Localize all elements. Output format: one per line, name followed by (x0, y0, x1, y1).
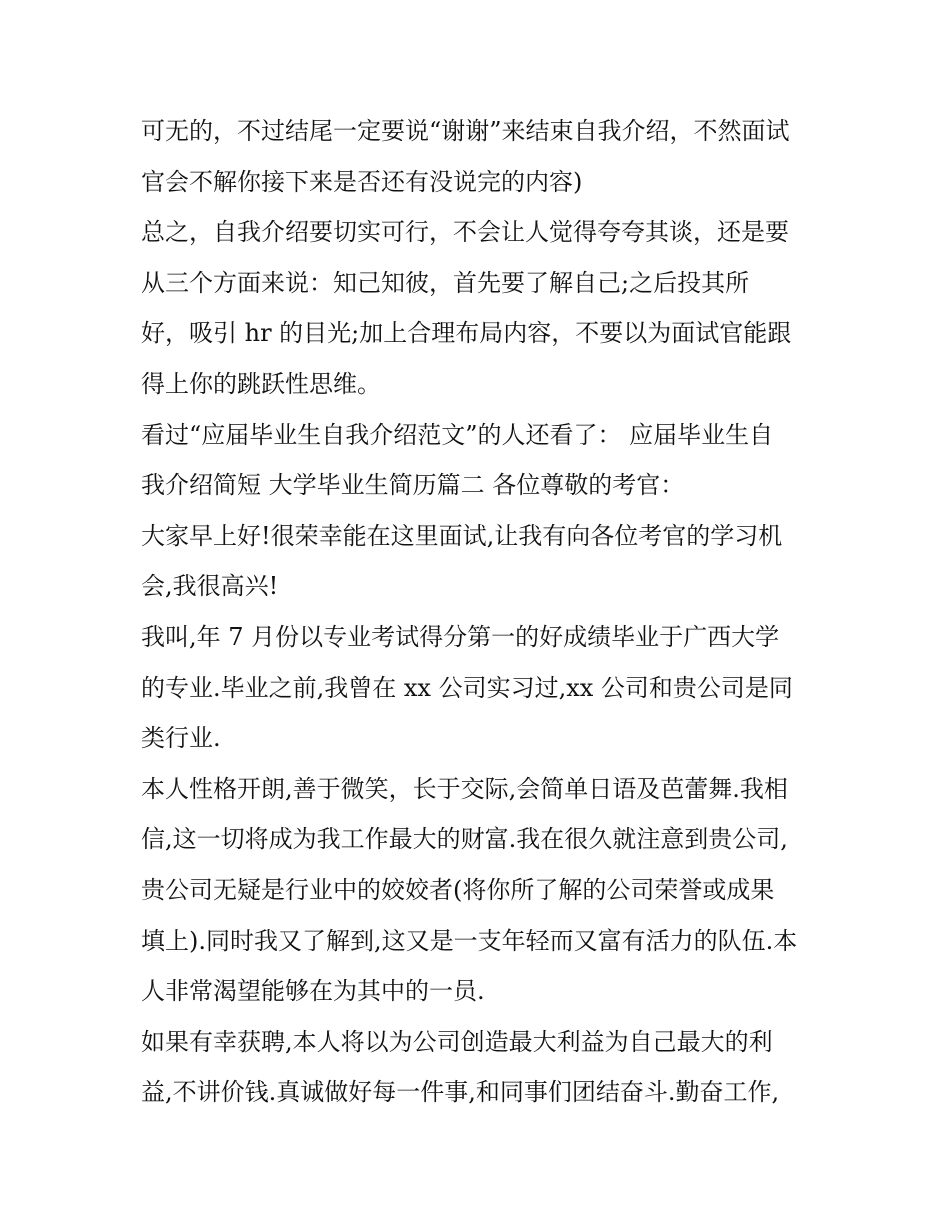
text-line: 可无的，不过结尾一定要说“谢谢”来结束自我介绍，不然面试 (141, 117, 790, 145)
text-line: 我介绍简短 大学毕业生简历篇二 各位尊敬的考官： (141, 471, 685, 500)
text-line: 得上你的跳跃性思维。 (141, 369, 381, 398)
text-line: 我叫,年 7 月份以专业考试得分第一的好成绩毕业于广西大学 (141, 622, 780, 651)
text-line: 填上).同时我又了解到,这又是一支年轻而又富有活力的队伍.本 (141, 926, 798, 955)
text-line: 贵公司无疑是行业中的姣姣者(将你所了解的公司荣誉或成果 (141, 875, 775, 904)
text-line: 信,这一切将成为我工作最大的财富.我在很久就注意到贵公司, (141, 825, 788, 854)
text-line: 会,我很高兴! (141, 572, 279, 601)
text-line: 官会不解你接下来是否还有没说完的内容) (141, 167, 583, 196)
text-line: 如果有幸获聘,本人将以为公司创造最大利益为自己最大的利 (141, 1027, 773, 1056)
text-line: 的专业.毕业之前,我曾在 xx 公司实习过,xx 公司和贵公司是同 (141, 673, 793, 702)
text-line: 本人性格开朗,善于微笑，长于交际,会简单日语及芭蕾舞.我相 (141, 774, 788, 803)
text-line: 看过“应届毕业生自我介绍范文”的人还看了： 应届毕业生自 (141, 420, 774, 449)
text-line: 总之，自我介绍要切实可行，不会让人觉得夸夸其谈，还是要 (141, 218, 789, 247)
text-line: 益,不讲价钱.真诚做好每一件事,和同事们团结奋斗.勤奋工作, (141, 1078, 780, 1107)
text-line: 从三个方面来说：知己知彼，首先要了解自己;之后投其所 (141, 268, 750, 297)
text-line: 类行业. (141, 724, 221, 753)
text-line: 人非常渴望能够在为其中的一员. (141, 977, 485, 1006)
text-line: 好，吸引 hr 的目光;加上合理布局内容，不要以为面试官能跟 (141, 319, 792, 348)
document-body (141, 106, 821, 1118)
text-line: 大家早上好!很荣幸能在这里面试,让我有向各位考官的学习机 (141, 521, 783, 550)
